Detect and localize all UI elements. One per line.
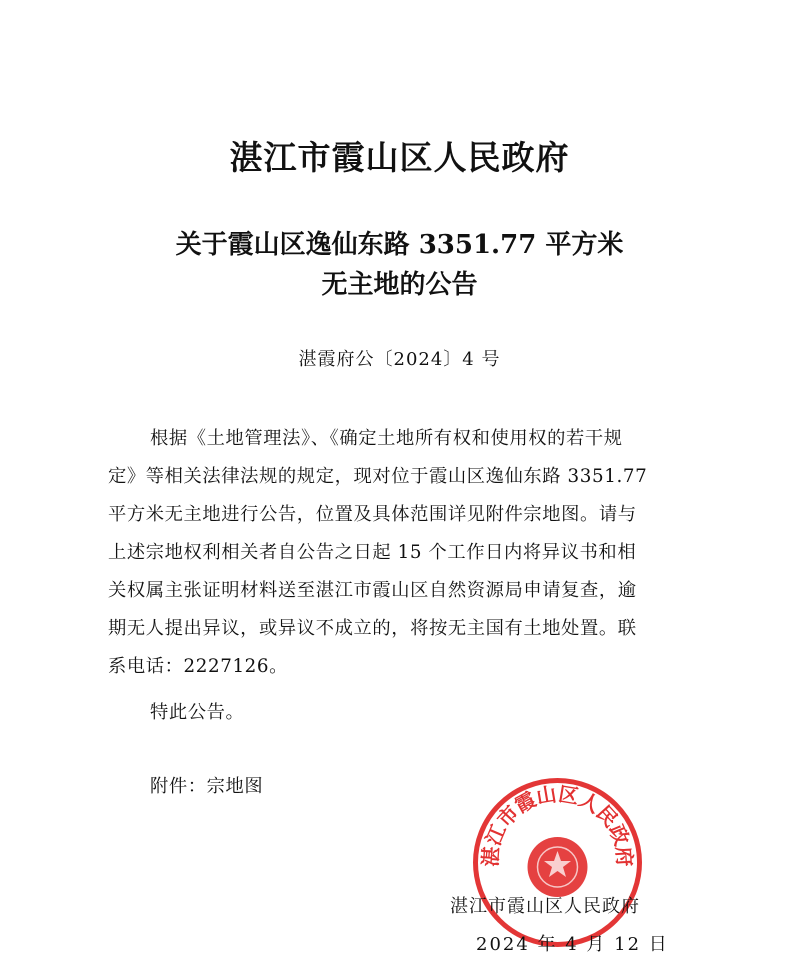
body-line: 期无人提出异议，或异议不成立的，将按无主国有土地处置。联	[108, 618, 637, 639]
official-seal	[470, 775, 645, 950]
issue-date: 2024 年 4 月 12 日	[476, 934, 669, 955]
body-line: 定》等相关法律法规的规定，现对位于霞山区逸仙东路 3351.77	[108, 466, 648, 487]
body-line: 上述宗地权利相关者自公告之日起 15 个工作日内将异议书和相	[108, 542, 637, 563]
seal-graphic	[470, 775, 645, 950]
body-line: 根据《土地管理法》、《确定土地所有权和使用权的若干规	[150, 428, 623, 449]
attachment-label: 附件：宗地图	[150, 776, 264, 797]
subtitle-line-1: 关于霞山区逸仙东路 3351.77 平方米	[175, 230, 624, 260]
seal-text: 湛江市霞山区人民政府	[478, 781, 637, 868]
body-line: 平方米无主地进行公告，位置及具体范围详见附件宗地图。请与	[108, 504, 637, 525]
body-line: 关权属主张证明材料送至湛江市霞山区自然资源局申请复查，逾	[108, 580, 637, 601]
subtitle-line-2: 无主地的公告	[321, 270, 478, 300]
issuer-signature: 湛江市霞山区人民政府	[450, 896, 640, 917]
org-title: 湛江市霞山区人民政府	[229, 138, 570, 177]
closing-text: 特此公告。	[150, 702, 245, 723]
document-number: 湛霞府公〔2024〕4 号	[298, 349, 501, 370]
body-line: 系电话：2227126。	[108, 656, 289, 677]
